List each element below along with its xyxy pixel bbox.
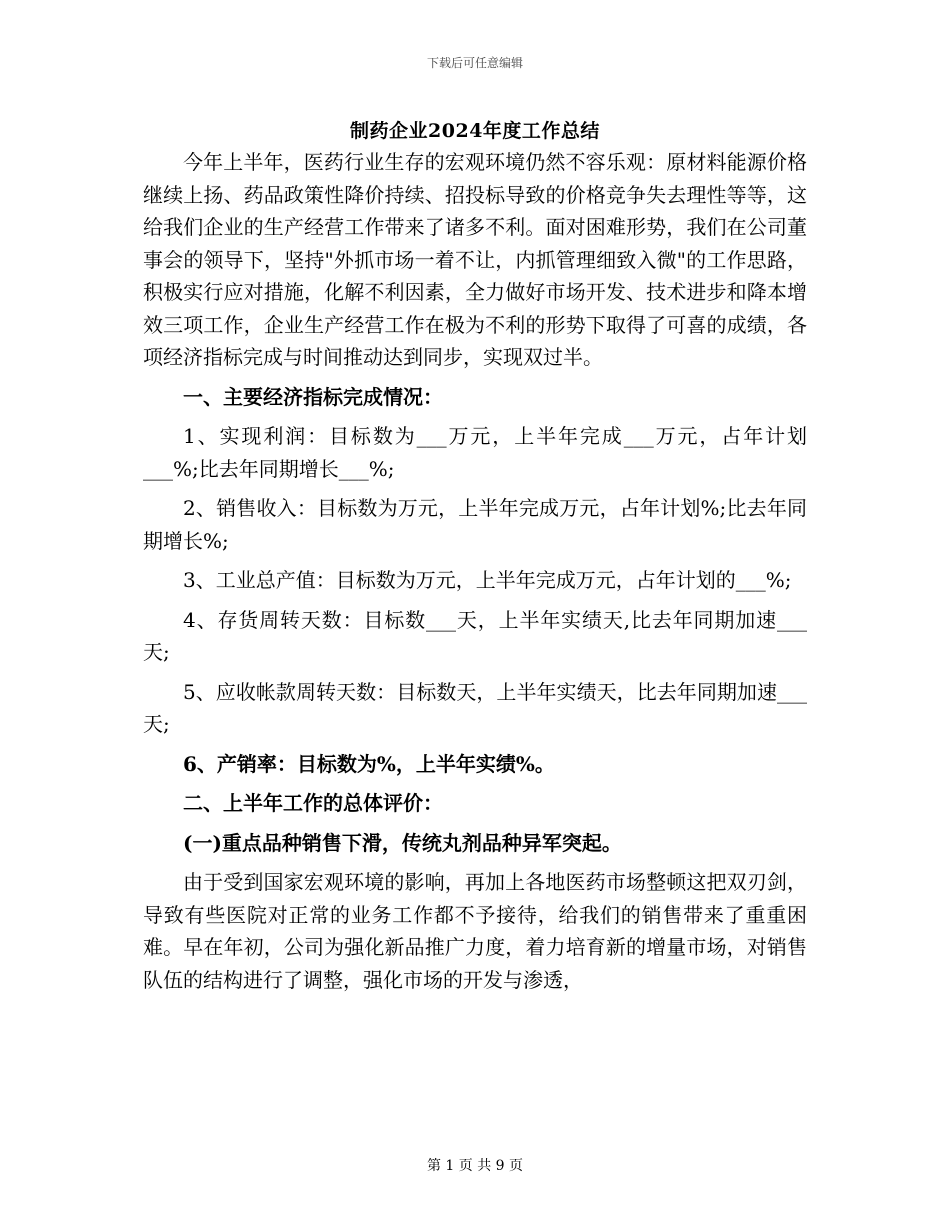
list-item-profit: 1、实现利润：目标数为___万元，上半年完成___万元，占年计划___%;比去年同期增长___%; [143, 424, 807, 481]
list-item-sales-revenue: 2、销售收入：目标数为万元，上半年完成万元，占年计划%;比去年同期增长%; [143, 496, 807, 553]
list-item-receivables-turnover: 5、应收帐款周转天数：目标数天，上半年实绩天，比去年同期加速___天; [143, 679, 807, 736]
subsection-heading-1: (一)重点品种销售下滑，传统丸剂品种异军突起。 [183, 830, 622, 855]
page-header-note: 下载后可任意编辑 [426, 56, 523, 70]
document-body [143, 146, 807, 996]
section-heading-2: 二、上半年工作的总体评价： [183, 791, 443, 815]
list-item-inventory-turnover: 4、存货周转天数：目标数___天，上半年实绩天,比去年同期加速___天; [143, 607, 807, 664]
paragraph-sales-analysis: 由于受到国家宏观环境的影响，再加上各地医药市场整顿这把双刃剑，导致有些医院对正常的业务工作都不予接待，给我们的销售带来了重重困难。早在年初，公司为强化新品推广力度，着力培育新的增量市场，对销售队伍的结构进行了调整，强化市场的开发与渗透， [143, 870, 807, 992]
list-item-industrial-output: 3、工业总产值：目标数为万元，上半年完成万元，占年计划的___%; [183, 568, 792, 592]
list-item-sales-rate: 6、产销率：目标数为%，上半年实绩%。 [183, 751, 555, 776]
section-heading-1: 一、主要经济指标完成情况： [183, 384, 443, 409]
document-title: 制药企业2024年度工作总结 [350, 120, 600, 142]
paragraph-intro: 今年上半年，医药行业生存的宏观环境仍然不容乐观：原材料能源价格继续上扬、药品政策性降价持续、招投标导致的价格竞争失去理性等等，这给我们企业的生产经营工作带来了诸多不利。面对困难形势，我们在公司董事会的领导下，坚持"外抓市场一着不让，内抓管理细致入微"的工作思路，积极实行应对措施，化解不利因素，全力做好市场开发、技术进步和降本增效三项工作，企业生产经营工作在极为不利的形势下取得了可喜的成绩，各项经济指标完成与时间推动达到同步，实现双过半。 [143, 150, 807, 369]
page-number-footer: 第 1 页 共 9 页 [426, 1158, 524, 1174]
